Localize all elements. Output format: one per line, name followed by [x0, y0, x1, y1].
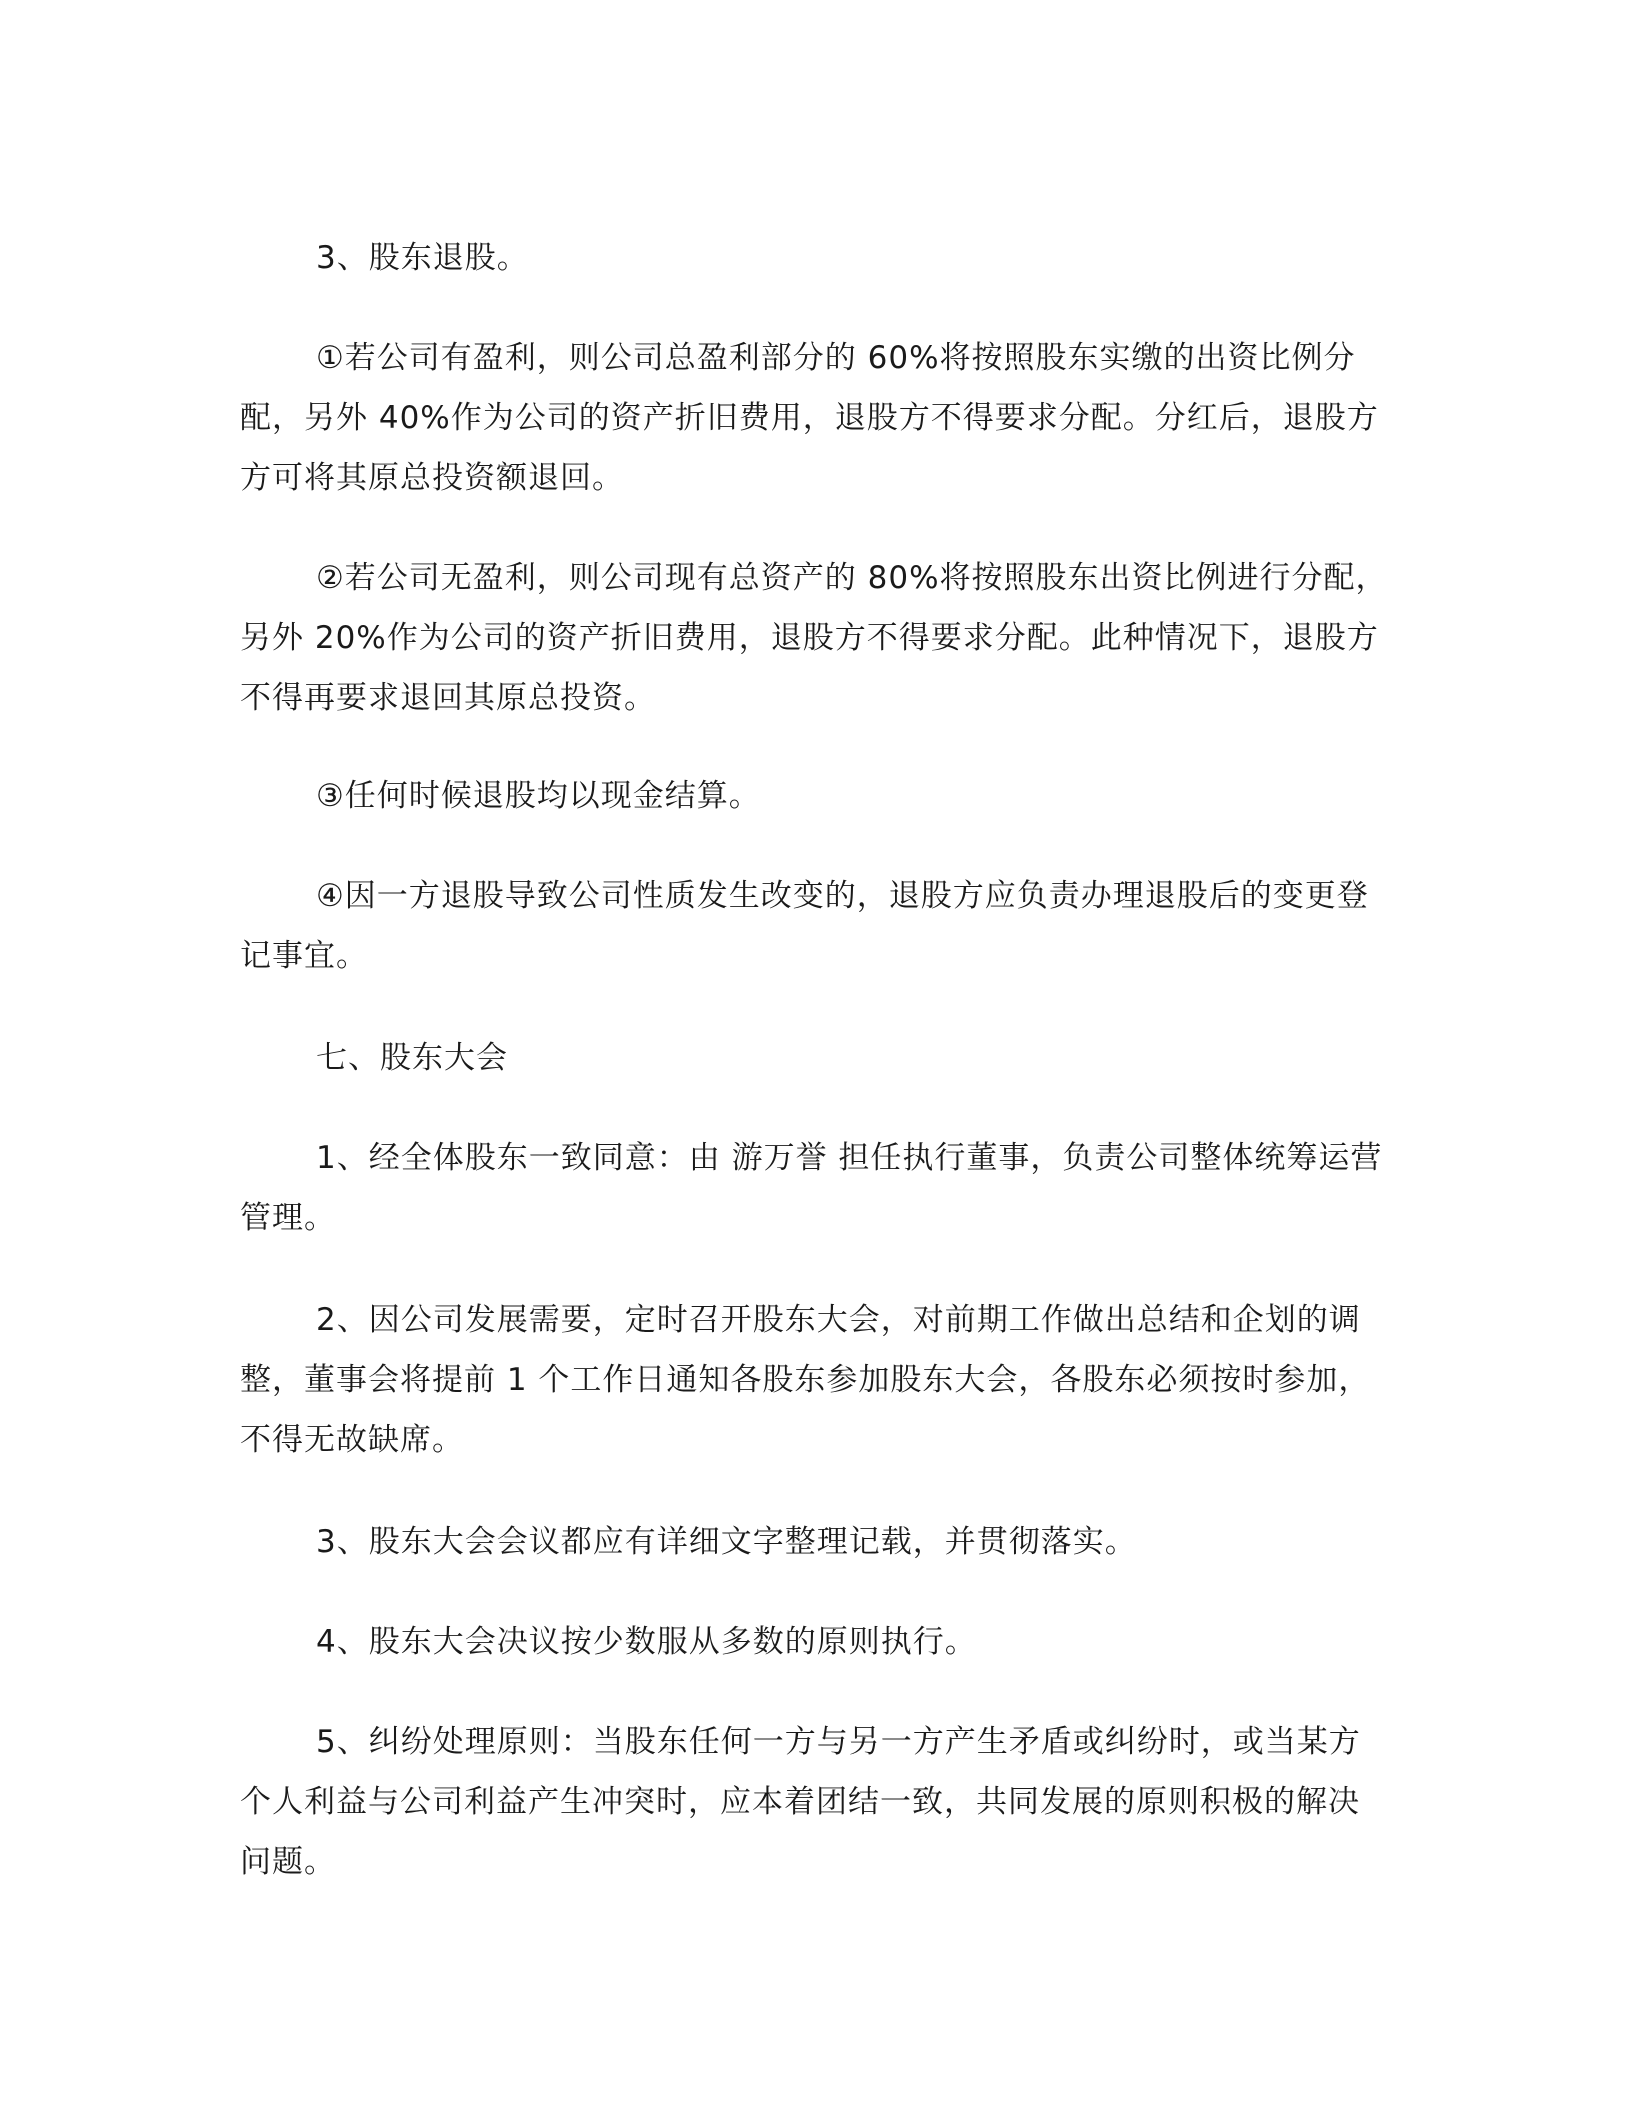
paragraph-meeting-majority: 4、股东大会决议按少数服从多数的原则执行。 — [316, 1624, 977, 1660]
paragraph-meeting-schedule: 2、因公司发展需要，定时召开股东大会，对前期工作做出总结和企划的调整，董事会将提前 1 个工作日通知各股东参加股东大会，各股东必须按时参加，不得无故缺席。 — [240, 1302, 1371, 1458]
paragraph-withdrawal-cash: ③任何时候退股均以现金结算。 — [316, 778, 761, 814]
paragraph-dispute-resolution: 5、纠纷处理原则：当股东任何一方与另一方产生矛盾或纠纷时，或当某方个人利益与公司利益产生冲突时，应本着团结一致，共同发展的原则积极的解决问题。 — [240, 1724, 1361, 1880]
paragraph-meeting-records: 3、股东大会会议都应有详细文字整理记载，并贯彻落实。 — [316, 1524, 1137, 1560]
paragraph-meeting-executive-director: 1、经全体股东一致同意：由 游万誉 担任执行董事，负责公司整体统筹运营管理。 — [240, 1140, 1383, 1236]
paragraph-withdrawal-profit: ①若公司有盈利，则公司总盈利部分的 60%将按照股东实缴的出资比例分配，另外 40%作为公司的资产折旧费用，退股方不得要求分配。分红后，退股方方可将其原总投资额退回。 — [240, 340, 1379, 496]
section-heading-shareholders-meeting: 七、股东大会 — [316, 1040, 508, 1076]
paragraph-withdrawal-registration: ④因一方退股导致公司性质发生改变的，退股方应负责办理退股后的变更登记事宜。 — [240, 878, 1369, 974]
section-heading-shareholder-withdrawal: 3、股东退股。 — [316, 240, 529, 276]
paragraph-withdrawal-no-profit: ②若公司无盈利，则公司现有总资产的 80%将按照股东出资比例进行分配，另外 20%作为公司的资产折旧费用，退股方不得要求分配。此种情况下，退股方不得再要求退回其原总投资。 — [240, 560, 1388, 716]
